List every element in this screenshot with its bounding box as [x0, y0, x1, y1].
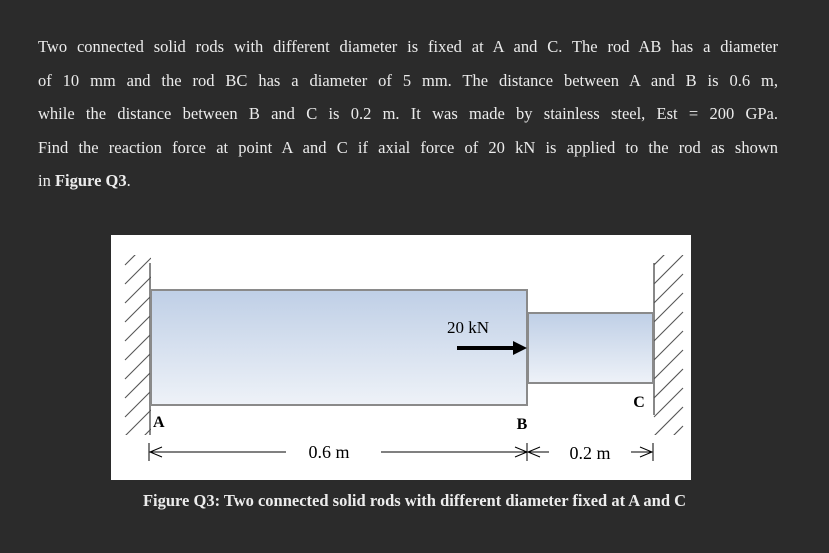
hatch-line [125, 410, 151, 436]
hatch-line [125, 315, 151, 341]
problem-line-3: while the distance between B and C is 0.2 m. It was made by stainless steel, Est = 200 GPa. [38, 104, 778, 123]
point-c-label: C [633, 394, 645, 411]
problem-line-5-prefix: in [38, 171, 55, 190]
figure-q3 [111, 235, 691, 480]
problem-statement [38, 30, 778, 198]
figure-caption: Figure Q3: Two connected solid rods with different diameter fixed at A and C [142, 491, 687, 510]
hatch-line [654, 426, 683, 455]
hatch-line [125, 391, 151, 417]
problem-line-2: of 10 mm and the rod BC has a diameter of 5 mm. The distance between A and B is 0.6 m, [38, 70, 778, 90]
hatch-line [654, 236, 683, 265]
hatch-line [654, 350, 683, 379]
hatch-line [125, 448, 151, 474]
point-a-label: A [153, 414, 165, 431]
hatch-line [125, 429, 151, 455]
right-wall [654, 236, 683, 455]
left-wall-hatch [125, 239, 151, 474]
hatch-line [654, 388, 683, 417]
problem-line-1: Two connected solid rods with different diameter is fixed at A and C. The rod AB has a diameter [38, 37, 778, 56]
figure-reference: Figure Q3 [54, 171, 127, 190]
problem-line-5-suffix: . [126, 171, 131, 190]
force-label: 20 kN [446, 318, 490, 337]
hatch-line [125, 334, 151, 360]
left-wall [125, 239, 151, 474]
hatch-line [654, 274, 683, 303]
hatch-line [654, 312, 683, 341]
hatch-line [654, 407, 683, 436]
hatch-line [125, 296, 151, 322]
hatch-line [125, 372, 151, 398]
problem-line-4: Find the reaction force at point A and C if axial force of 20 kN is applied to the rod as shown [38, 137, 778, 157]
problem-line-5 [38, 164, 778, 198]
hatch-line [654, 255, 683, 284]
hatch-line [125, 277, 151, 303]
rod-diagram [111, 235, 691, 480]
right-wall-hatch [654, 236, 683, 455]
hatch-line [654, 369, 683, 398]
dim-ab-label: 0.6 m [308, 442, 350, 462]
hatch-line [125, 258, 151, 284]
hatch-line [654, 293, 683, 322]
point-b-label: B [516, 416, 528, 433]
hatch-line [125, 353, 151, 379]
rod-bc [528, 313, 653, 383]
hatch-line [125, 239, 151, 265]
dim-bc-label: 0.2 m [569, 443, 611, 463]
hatch-line [654, 331, 683, 360]
